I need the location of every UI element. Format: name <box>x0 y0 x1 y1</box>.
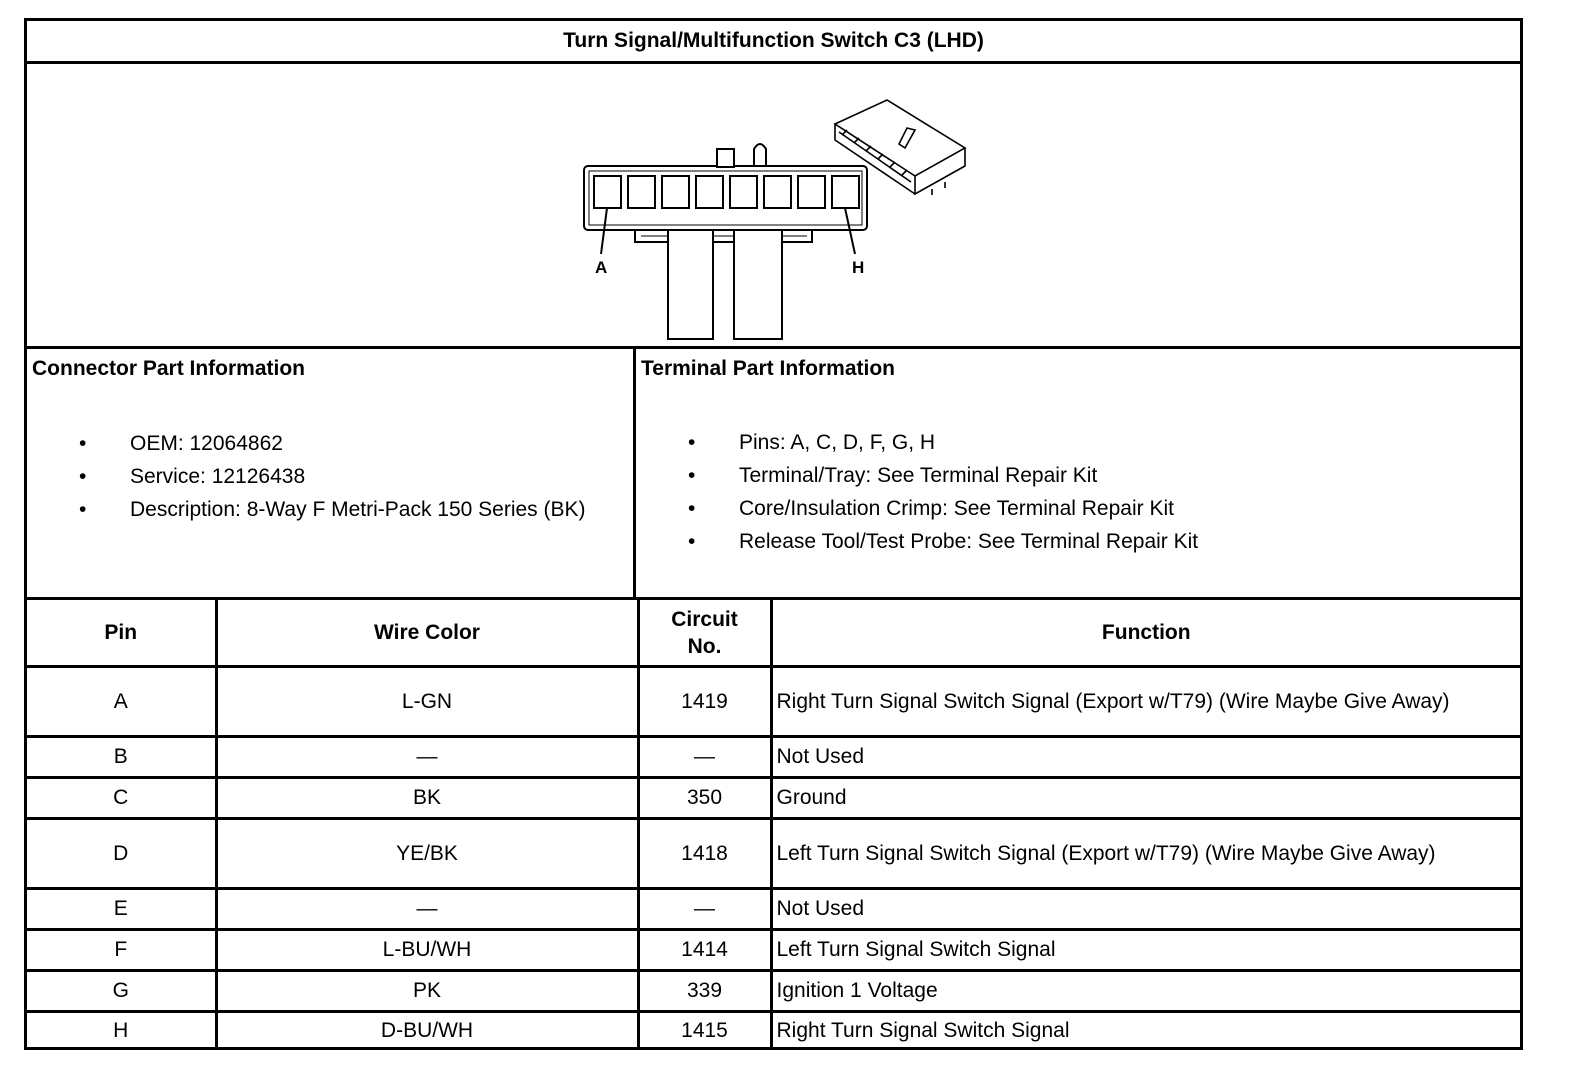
connector-front-view <box>584 144 867 339</box>
pin-cell: A <box>27 667 216 737</box>
pin-label-h: H <box>852 258 865 277</box>
pin-cell: H <box>27 1012 216 1050</box>
connector-part-info <box>27 349 636 600</box>
wire-color-cell: D-BU/WH <box>216 1012 638 1050</box>
wire-color-cell: — <box>216 889 638 930</box>
wire-color-cell: L-GN <box>216 667 638 737</box>
function-cell: Not Used <box>771 737 1520 778</box>
circuit-cell: 1419 <box>638 667 771 737</box>
col-pin: Pin <box>27 599 216 667</box>
terminal-info-list <box>688 428 1508 560</box>
circuit-cell: 350 <box>638 778 771 819</box>
table-row <box>27 819 1520 889</box>
circuit-cell: 1415 <box>638 1012 771 1050</box>
table-row <box>27 778 1520 819</box>
pin-cell: C <box>27 778 216 819</box>
circuit-cell: 1414 <box>638 930 771 971</box>
circuit-cell: 1418 <box>638 819 771 889</box>
table-row <box>27 930 1520 971</box>
function-cell: Right Turn Signal Switch Signal (Export w/T79) (Wire Maybe Give Away) <box>771 667 1520 737</box>
terminal-part-info <box>636 349 1520 600</box>
pin-cell: B <box>27 737 216 778</box>
terminal-info-heading: Terminal Part Information <box>641 357 895 380</box>
function-cell: Not Used <box>771 889 1520 930</box>
table-row <box>27 737 1520 778</box>
table-row <box>27 971 1520 1012</box>
pin-cell: D <box>27 819 216 889</box>
list-item: • Description: 8-Way F Metri-Pack 150 Series (BK) <box>79 498 586 521</box>
table-row <box>27 889 1520 930</box>
wire-color-cell: BK <box>216 778 638 819</box>
connector-info-heading: Connector Part Information <box>32 357 306 380</box>
wire-color-cell: — <box>216 737 638 778</box>
circuit-cell: — <box>638 737 771 778</box>
table-row <box>27 1012 1520 1050</box>
list-item: • Pins: A, C, D, F, G, H <box>688 431 936 454</box>
col-function: Function <box>771 599 1520 667</box>
col-wire-color: Wire Color <box>216 599 638 667</box>
list-item: • Terminal/Tray: See Terminal Repair Kit <box>688 464 1098 487</box>
circuit-cell: — <box>638 889 771 930</box>
list-item: • Service: 12126438 <box>79 465 306 488</box>
connector-diagram <box>27 64 1520 349</box>
connector-figure <box>27 64 1520 349</box>
page-title: Turn Signal/Multifunction Switch C3 (LHD) <box>27 21 1520 64</box>
wire-color-cell: PK <box>216 971 638 1012</box>
function-cell: Right Turn Signal Switch Signal <box>771 1012 1520 1050</box>
connector-sheet <box>24 18 1523 1050</box>
col-circuit: Circuit No. <box>638 599 771 667</box>
list-item: • OEM: 12064862 <box>79 432 283 455</box>
function-cell: Left Turn Signal Switch Signal <box>771 930 1520 971</box>
table-header-row <box>27 599 1520 667</box>
table-row <box>27 667 1520 737</box>
pin-cell: E <box>27 889 216 930</box>
pinout-table <box>27 597 1520 1050</box>
pin-cell: G <box>27 971 216 1012</box>
circuit-cell: 339 <box>638 971 771 1012</box>
list-item: • Release Tool/Test Probe: See Terminal Repair Kit <box>688 530 1199 553</box>
function-cell: Left Turn Signal Switch Signal (Export w/T79) (Wire Maybe Give Away) <box>771 819 1520 889</box>
wire-color-cell: YE/BK <box>216 819 638 889</box>
list-item: • Core/Insulation Crimp: See Terminal Repair Kit <box>688 497 1174 520</box>
wire-color-cell: L-BU/WH <box>216 930 638 971</box>
pin-label-a: A <box>595 258 608 277</box>
function-cell: Ground <box>771 778 1520 819</box>
pin-cell: F <box>27 930 216 971</box>
function-cell: Ignition 1 Voltage <box>771 971 1520 1012</box>
connector-info-list <box>79 429 629 528</box>
